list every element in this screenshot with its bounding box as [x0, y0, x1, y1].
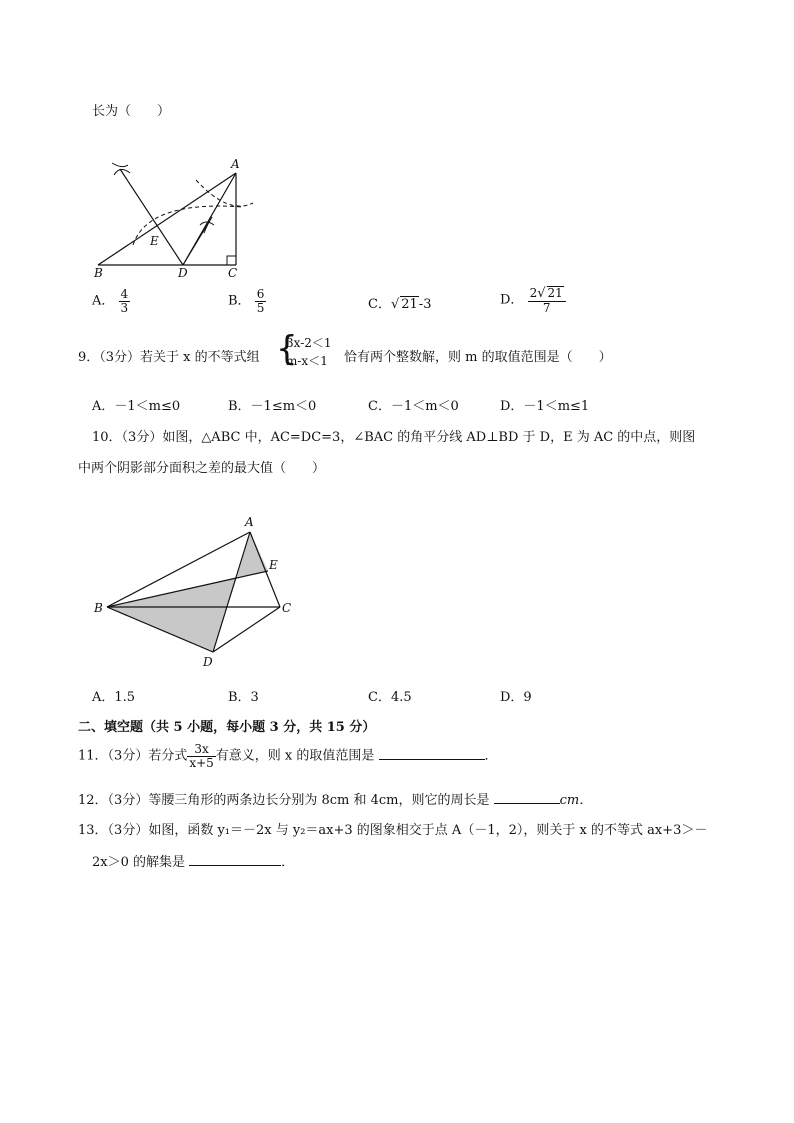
q10-label-d: D [203, 655, 213, 669]
q10-diagram [88, 512, 308, 672]
q12: 12．（3分）等腰三角形的两条边长分别为 8cm 和 4cm，则它的周长是 cm． [78, 793, 593, 808]
q8-label-d: D [178, 266, 188, 280]
q11: 11．（3分）若分式 $\frac{3x}{x+5}$ 有意义，则 x 的取值范围是 ． [78, 742, 498, 770]
q11-answer-blank[interactable] [379, 747, 485, 760]
q9-option-a[interactable]: A．－1＜m≤0 [92, 399, 181, 414]
q10-option-b[interactable]: B．3 [228, 690, 259, 705]
q12-answer-blank[interactable] [494, 791, 560, 804]
q8-option-a[interactable]: A． $\frac{4}{3}$ [92, 287, 129, 315]
q8-label-a: A [231, 157, 240, 171]
q10-option-c[interactable]: C．4.5 [368, 690, 412, 705]
q8-option-b[interactable]: B． $\frac{6}{5}$ [228, 287, 265, 315]
q8-tail: 长为（ ） [92, 104, 171, 119]
q10-label-c: C [282, 601, 292, 615]
q10-line-2: 中两个阴影部分面积之差的最大值（ ） [78, 461, 326, 476]
q13-answer-blank[interactable] [189, 853, 281, 866]
q8-option-d[interactable]: D． $\frac{2√ 21}{7}$ [500, 286, 566, 314]
q8-label-b: B [94, 266, 103, 280]
q8-diagram [88, 155, 288, 285]
q8-label-e: E [150, 234, 159, 248]
q10-label-e: E [269, 558, 278, 572]
q10-label-a: A [245, 515, 254, 529]
q9-option-d[interactable]: D．－1＜m≤1 [500, 399, 590, 414]
q9-prefix: 9．（3分）若关于 x 的不等式组 [78, 350, 260, 365]
q9-ineq-2: m-x＜1 [286, 354, 328, 368]
q9-option-b[interactable]: B．－1≤m＜0 [228, 399, 317, 414]
q13-line-2: 2x＞0 的解集是 ． [92, 855, 295, 870]
q10-option-a[interactable]: A．1.5 [92, 690, 136, 705]
q9-suffix: 恰有两个整数解，则 m 的取值范围是（ ） [344, 350, 612, 365]
q10-line-1: 10．（3分）如图，△ABC 中，AC=DC=3，∠BAC 的角平分线 AD⊥BD 于 D，E 为 AC 的中点，则图 [92, 430, 696, 445]
q9-option-c[interactable]: C．－1＜m＜0 [368, 399, 459, 414]
q13-line-1: 13．（3分）如图，函数 y₁＝－2x 与 y₂＝ax+3 的图象相交于点 A（－1，2），则关于 x 的不等式 ax+3＞－ [78, 823, 708, 838]
q9-ineq-1: 3x-2＜1 [286, 336, 332, 350]
section-2-title: 二、填空题（共 5 小题，每小题 3 分，共 15 分） [78, 720, 376, 735]
q10-option-d[interactable]: D．9 [500, 690, 532, 705]
q9-system [286, 334, 332, 370]
q10-label-b: B [94, 601, 103, 615]
q8-option-c[interactable]: C．√ 21-3 [368, 297, 432, 312]
q8-label-c: C [228, 266, 238, 280]
q9-brace-icon: { [276, 329, 298, 369]
